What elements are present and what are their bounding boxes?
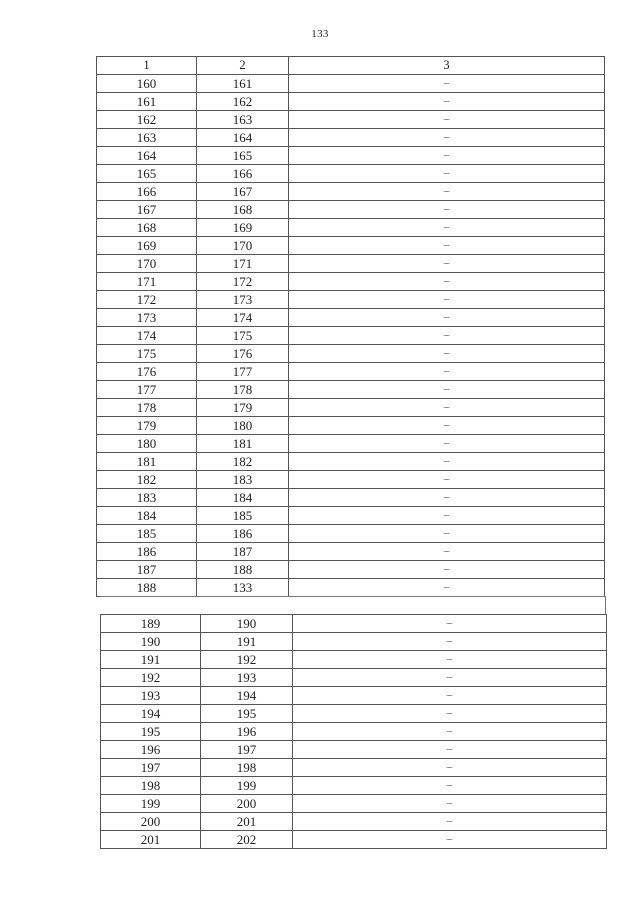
table-row <box>101 831 607 849</box>
table-cell-col-3: – <box>289 219 605 237</box>
table-cell-col-1: 166 <box>97 183 197 201</box>
table-row <box>101 669 607 687</box>
table-cell-col-2: 186 <box>197 525 289 543</box>
table-row <box>97 471 605 489</box>
table-row <box>101 741 607 759</box>
table-cell-col-2: 185 <box>197 507 289 525</box>
table-cell-col-2: 168 <box>197 201 289 219</box>
table-cell-col-2: 200 <box>201 795 293 813</box>
table-cell-col-3: – <box>289 453 605 471</box>
table-cell-col-1: 188 <box>97 579 197 597</box>
table-cell-col-1: 161 <box>97 93 197 111</box>
table-cell-col-2: 173 <box>197 291 289 309</box>
table-cell-col-2: 197 <box>201 741 293 759</box>
table-cell-col-2: 184 <box>197 489 289 507</box>
table-row <box>101 651 607 669</box>
table-row <box>101 723 607 741</box>
table-cell-col-1: 178 <box>97 399 197 417</box>
table-header-row <box>97 57 605 75</box>
table-cell-col-2: 174 <box>197 309 289 327</box>
table-row <box>101 615 607 633</box>
table-cell-col-3: – <box>289 399 605 417</box>
table-cell-col-3: – <box>289 435 605 453</box>
table-row <box>97 93 605 111</box>
data-table-bottom <box>100 614 607 849</box>
table-cell-col-2: 170 <box>197 237 289 255</box>
table-row <box>97 309 605 327</box>
table-cell-col-2: 187 <box>197 543 289 561</box>
table-row <box>97 219 605 237</box>
table-row <box>97 435 605 453</box>
table-cell-col-2: 191 <box>201 633 293 651</box>
table-cell-col-3: – <box>293 633 607 651</box>
table-cell-col-1: 170 <box>97 255 197 273</box>
table-cell-col-1: 175 <box>97 345 197 363</box>
table-row <box>101 795 607 813</box>
table-cell-col-1: 187 <box>97 561 197 579</box>
table-cell-col-2: 172 <box>197 273 289 291</box>
table-cell-col-1: 184 <box>97 507 197 525</box>
table-cell-col-3: – <box>289 147 605 165</box>
table-row <box>97 273 605 291</box>
table-cell-col-3: – <box>289 345 605 363</box>
column-header-3: 3 <box>289 57 605 75</box>
table-cell-col-3: – <box>289 201 605 219</box>
table-cell-col-2: 175 <box>197 327 289 345</box>
table-cell-col-1: 185 <box>97 525 197 543</box>
table-cell-col-2: 165 <box>197 147 289 165</box>
table-cell-col-3: – <box>293 831 607 849</box>
table-cell-col-1: 165 <box>97 165 197 183</box>
table-cell-col-2: 192 <box>201 651 293 669</box>
table-row <box>97 525 605 543</box>
table-cell-col-2: 179 <box>197 399 289 417</box>
table-row <box>97 381 605 399</box>
table-cell-col-3: – <box>289 507 605 525</box>
table-row <box>97 579 605 597</box>
table-cell-col-2: 180 <box>197 417 289 435</box>
table-cell-col-2: 188 <box>197 561 289 579</box>
table-row <box>101 777 607 795</box>
table-cell-col-2: 198 <box>201 759 293 777</box>
column-header-2: 2 <box>197 57 289 75</box>
table-cell-col-3: – <box>293 777 607 795</box>
table-cell-col-1: 176 <box>97 363 197 381</box>
table-cell-col-1: 177 <box>97 381 197 399</box>
table-cell-col-2: 196 <box>201 723 293 741</box>
table-cell-col-2: 195 <box>201 705 293 723</box>
table-cell-col-1: 200 <box>101 813 201 831</box>
table-row <box>97 111 605 129</box>
table-cell-col-2: 163 <box>197 111 289 129</box>
table-row <box>101 633 607 651</box>
table-cell-col-3: – <box>289 417 605 435</box>
table-cell-col-3: – <box>289 471 605 489</box>
table-cell-col-1: 189 <box>101 615 201 633</box>
table-cell-col-1: 164 <box>97 147 197 165</box>
table-cell-col-1: 195 <box>101 723 201 741</box>
table-cell-col-3: – <box>293 615 607 633</box>
page-number: 133 <box>311 28 329 40</box>
table-cell-col-1: 181 <box>97 453 197 471</box>
table-cell-col-1: 168 <box>97 219 197 237</box>
table-cell-col-2: 162 <box>197 93 289 111</box>
table-cell-col-2: 169 <box>197 219 289 237</box>
table-cell-col-1: 171 <box>97 273 197 291</box>
table-cell-col-2: 167 <box>197 183 289 201</box>
table-cell-col-1: 183 <box>97 489 197 507</box>
table-cell-col-2: 182 <box>197 453 289 471</box>
table-cell-col-3: – <box>293 669 607 687</box>
table-row <box>97 417 605 435</box>
table-cell-col-3: – <box>289 309 605 327</box>
table-row <box>97 75 605 93</box>
table-row <box>97 399 605 417</box>
table-row <box>97 561 605 579</box>
table-cell-col-3: – <box>289 273 605 291</box>
table-cell-col-2: 199 <box>201 777 293 795</box>
table-row <box>97 129 605 147</box>
table-cell-col-2: 201 <box>201 813 293 831</box>
table-row <box>97 345 605 363</box>
table-row <box>101 813 607 831</box>
table-cell-col-2: 181 <box>197 435 289 453</box>
table-cell-col-1: 167 <box>97 201 197 219</box>
table-cell-col-3: – <box>293 741 607 759</box>
table-gap-row <box>100 596 606 614</box>
table-cell-col-1: 201 <box>101 831 201 849</box>
table-cell-col-1: 192 <box>101 669 201 687</box>
column-header-1: 1 <box>97 57 197 75</box>
table-cell-col-1: 162 <box>97 111 197 129</box>
table-row <box>97 453 605 471</box>
table-cell-col-1: 174 <box>97 327 197 345</box>
table-cell-col-3: – <box>289 111 605 129</box>
table-row <box>97 237 605 255</box>
table-cell-col-2: 133 <box>197 579 289 597</box>
table-cell-col-1: 199 <box>101 795 201 813</box>
table-cell-col-3: – <box>289 489 605 507</box>
table-cell-col-1: 169 <box>97 237 197 255</box>
table-row <box>97 291 605 309</box>
table-cell-col-2: 202 <box>201 831 293 849</box>
table-cell-col-3: – <box>289 381 605 399</box>
table-cell-col-3: – <box>289 363 605 381</box>
table-cell-col-3: – <box>289 525 605 543</box>
table-cell-col-3: – <box>293 723 607 741</box>
table-cell-col-3: – <box>289 183 605 201</box>
table-cell-col-3: – <box>289 129 605 147</box>
table-cell-col-3: – <box>293 813 607 831</box>
table-cell-col-1: 163 <box>97 129 197 147</box>
table-row <box>97 327 605 345</box>
table-cell-col-2: 194 <box>201 687 293 705</box>
table-cell-col-1: 172 <box>97 291 197 309</box>
table-cell-col-3: – <box>289 165 605 183</box>
table-cell-col-1: 160 <box>97 75 197 93</box>
table-cell-col-3: – <box>289 327 605 345</box>
table-cell-col-3: – <box>289 255 605 273</box>
table-cell-col-2: 166 <box>197 165 289 183</box>
table-cell-col-2: 190 <box>201 615 293 633</box>
table-cell-col-3: – <box>293 651 607 669</box>
table-row <box>101 759 607 777</box>
table-cell-col-1: 191 <box>101 651 201 669</box>
table-cell-col-1: 180 <box>97 435 197 453</box>
table-cell-col-3: – <box>289 237 605 255</box>
table-cell-col-3: – <box>289 543 605 561</box>
table-cell-col-1: 194 <box>101 705 201 723</box>
table-cell-col-2: 193 <box>201 669 293 687</box>
table-cell-col-1: 179 <box>97 417 197 435</box>
table-row <box>97 183 605 201</box>
table-cell-col-1: 196 <box>101 741 201 759</box>
table-cell-col-3: – <box>293 687 607 705</box>
table-cell-col-3: – <box>289 75 605 93</box>
table-cell-col-1: 182 <box>97 471 197 489</box>
table-cell-col-1: 190 <box>101 633 201 651</box>
table-cell-col-2: 176 <box>197 345 289 363</box>
table-cell-col-1: 193 <box>101 687 201 705</box>
table-cell-col-3: – <box>289 561 605 579</box>
table-cell-col-3: – <box>289 291 605 309</box>
table-cell-col-2: 177 <box>197 363 289 381</box>
table-cell-col-1: 198 <box>101 777 201 795</box>
table-cell-col-2: 183 <box>197 471 289 489</box>
table-row <box>97 147 605 165</box>
table-row <box>101 687 607 705</box>
table-row <box>97 165 605 183</box>
table-cell-col-2: 178 <box>197 381 289 399</box>
table-row <box>101 705 607 723</box>
table-cell-col-3: – <box>289 579 605 597</box>
table-cell-col-1: 186 <box>97 543 197 561</box>
table-cell-col-3: – <box>293 795 607 813</box>
table-cell-col-3: – <box>293 705 607 723</box>
table-row <box>97 543 605 561</box>
table-row <box>97 255 605 273</box>
table-cell-col-3: – <box>289 93 605 111</box>
table-row <box>97 489 605 507</box>
table-cell-col-1: 197 <box>101 759 201 777</box>
table-cell-col-2: 161 <box>197 75 289 93</box>
table-row <box>97 363 605 381</box>
table-row <box>97 507 605 525</box>
table-row <box>97 201 605 219</box>
table-cell-col-2: 164 <box>197 129 289 147</box>
table-cell-col-3: – <box>293 759 607 777</box>
table-cell-col-2: 171 <box>197 255 289 273</box>
data-table-top <box>96 56 605 597</box>
table-cell-col-1: 173 <box>97 309 197 327</box>
